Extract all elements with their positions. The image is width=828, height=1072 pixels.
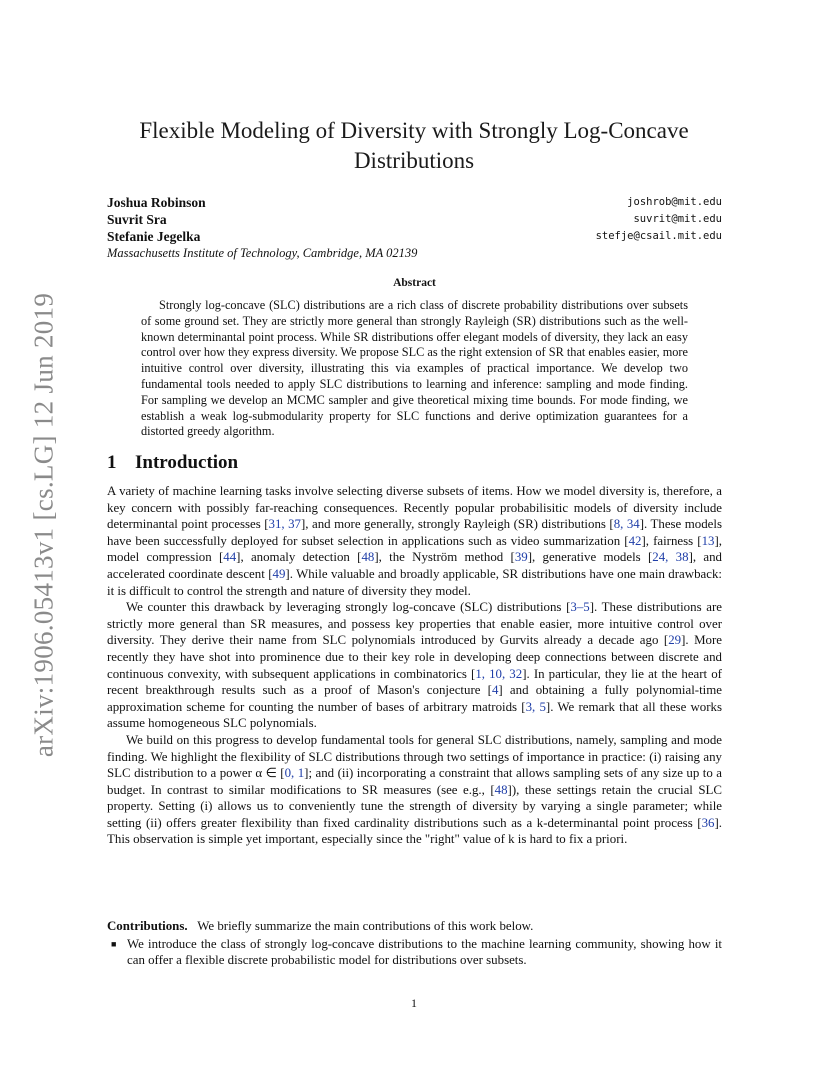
- author-block: [107, 194, 722, 262]
- citation-link[interactable]: 4: [491, 683, 499, 698]
- page-number: 1: [411, 996, 417, 1010]
- contributions-block: [107, 918, 722, 969]
- author-row: [107, 228, 722, 245]
- author-row: [107, 211, 722, 228]
- author-name: Joshua Robinson: [107, 195, 206, 210]
- paragraph-2: We counter this drawback by leveraging strongly log-concave (SLC) distributions [3–5]. These distributions are strictly more general than SR measures, and possess key properties that enable easier, more intuitive control over diversity. They derive their name from SLC polynomials introduced by Gurvits already a decade ago [29]. More recently they have shot into prominence due to their key role in developing deep connections between discrete and continuous convexity, with subsequent applications in combinatorics [1, 10, 32]. In particular, they lie at the heart of recent breakthrough results such as a proof of Mason's conjecture [4] and obtaining a fully polynomial-time approximation scheme for counting the number of bases of arbitrary matroids [3, 5]. We remark that all these works assume homogeneous SLC polynomials.: [107, 600, 723, 731]
- abstract-text: Strongly log-concave (SLC) distributions are a rich class of discrete probability distributions over subsets of some ground set. They are strictly more general than strongly Rayleigh (SR) distributions such as the well-known determinantal point process. While SR distributions offer elegant models of diversity, they lack an easy control over how they express diversity. We propose SLC as the right extension of SR that enables easier, more intuitive control over diversity, illustrating this via examples of practical importance. We develop two fundamental tools needed to apply SLC distributions to learning and inference: sampling and mode finding. For sampling we develop an MCMC sampler and give theoretical mixing time bounds. For mode finding, we establish a weak log-submodularity property for SLC functions and derive optimization guarantees for a distorted greedy algorithm.: [141, 298, 688, 439]
- citation-link[interactable]: 13: [701, 533, 715, 548]
- citation-link[interactable]: 29: [668, 633, 682, 648]
- contributions-heading: Contributions.: [107, 919, 188, 933]
- citation-link[interactable]: 0, 1: [284, 766, 305, 781]
- author-row: [107, 194, 722, 211]
- author-email: stefje@csail.mit.edu: [595, 230, 722, 242]
- citation-link[interactable]: 48: [361, 550, 375, 565]
- citation-link[interactable]: 1, 10, 32: [475, 666, 523, 681]
- contributions-paragraph: [107, 918, 722, 935]
- title-line-1: Flexible Modeling of Diversity with Strongly Log-Concave: [139, 118, 689, 143]
- introduction-body: [107, 483, 722, 848]
- citation-link[interactable]: 36: [701, 815, 715, 830]
- affiliation: Massachusetts Institute of Technology, Cambridge, MA 02139: [107, 246, 418, 260]
- section-title: Introduction: [135, 452, 239, 473]
- citation-link[interactable]: 24, 38: [652, 550, 689, 565]
- section-number: 1: [107, 452, 117, 473]
- contribution-bullet: [107, 936, 722, 969]
- paper-title: [100, 116, 728, 176]
- arxiv-identifier-stamp: [24, 290, 64, 760]
- author-name: Stefanie Jegelka: [107, 229, 201, 244]
- author-email: joshrob@mit.edu: [627, 196, 722, 208]
- citation-link[interactable]: 49: [272, 566, 286, 581]
- author-name: Suvrit Sra: [107, 212, 167, 227]
- citation-link[interactable]: 48: [494, 782, 508, 797]
- title-line-2: Distributions: [353, 148, 475, 173]
- square-bullet-icon: ■: [111, 938, 117, 949]
- citation-link[interactable]: 44: [223, 550, 237, 565]
- citation-link[interactable]: 39: [514, 550, 528, 565]
- paragraph-3: We build on this progress to develop fundamental tools for general SLC distributions, namely, sampling and mode finding. We highlight the flexibility of SLC distributions through two settings of importance in practice: (i) raising any SLC distribution to a power α ∈ [0, 1]; and (ii) incorporating a constraint that allows sampling sets of any size up to a budget. In contrast to similar modifications to SR measures (see e.g., [48]), these settings retain the crucial SLC property. Setting (i) allows us to conveniently tune the strength of diversity by varying a single parameter; while setting (ii) offers greater flexibility than fixed cardinality distributions such as a k-determinantal point process [36]. This observation is simple yet important, especially since the "right" value of k is hard to fix a priori.: [107, 732, 723, 847]
- citation-link[interactable]: 3–5: [570, 600, 590, 615]
- bullet-text: We introduce the class of strongly log-concave distributions to the machine learning community, showing how it can offer a flexible discrete probabilistic model for distributions over subsets.: [127, 936, 722, 968]
- abstract-heading: Abstract: [393, 277, 436, 289]
- arxiv-stamp-text: arXiv:1906.05413v1 [cs.LG] 12 Jun 2019: [28, 292, 59, 758]
- contributions-intro: We briefly summarize the main contributions of this work below.: [197, 919, 534, 933]
- abstract-body: [141, 298, 688, 440]
- citation-link[interactable]: 8, 34: [613, 517, 640, 532]
- author-email: suvrit@mit.edu: [633, 213, 722, 225]
- section-heading: [107, 452, 722, 474]
- citation-link[interactable]: 42: [628, 533, 642, 548]
- paragraph-1: A variety of machine learning tasks involve selecting diverse subsets of items. How we model diversity is, therefore, a key concern with possibly far-reaching consequences. Recently popular probabilisitic models of diversity include determinantal point processes [31, 37], and more generally, strongly Rayleigh (SR) distributions [8, 34]. These models have been successfully deployed for subset selection in applications such as video summarization [42], fairness [13], model compression [44], anomaly detection [48], the Nyström method [39], generative models [24, 38], and accelerated coordinate descent [49]. While valuable and broadly applicable, SR distributions have one main drawback: it is difficult to control the strength and nature of diversity they model.: [107, 484, 722, 598]
- citation-link[interactable]: 31, 37: [268, 517, 301, 532]
- citation-link[interactable]: 3, 5: [525, 699, 546, 714]
